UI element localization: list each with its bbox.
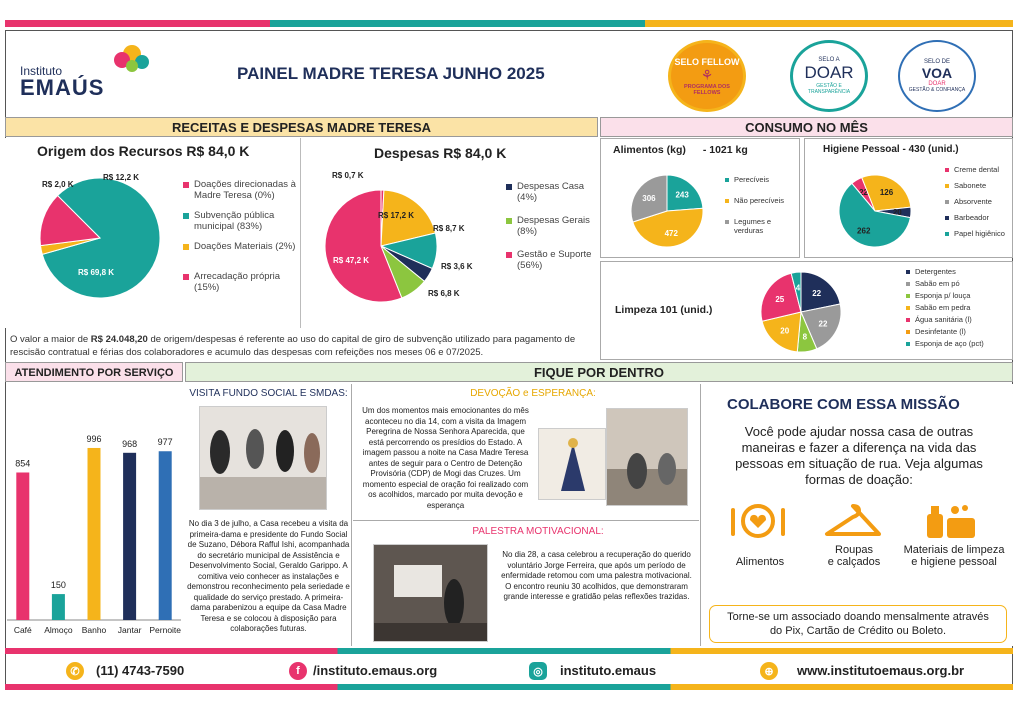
despesas-label-5: R$ 6,8 K (428, 289, 460, 298)
globe-icon: ⊕ (760, 662, 778, 680)
palestra-text: No dia 28, a casa celebrou a recuperação do querido voluntário Jorge Ferreira, que após um período de enfermidade retomou com uma palestra motivacional. O encontro reuniu 30 acolhidos, que demonstraram grande interesse e gratidão pelas reflexões trazidas. (501, 550, 692, 601)
cleaning-supplies-icon (919, 500, 981, 540)
legend-item (906, 315, 1012, 324)
despesas-label-6: R$ 47,2 K (333, 256, 370, 265)
despesas-label-3: R$ 8,7 K (433, 224, 465, 233)
legend-label: Legumes e verduras (734, 217, 772, 235)
legend-swatch (906, 282, 910, 286)
origem-label-subvencao: R$ 69,8 K (78, 268, 115, 277)
seal-voa (898, 40, 976, 112)
seal-doar-mid: DOAR (804, 63, 854, 82)
donation-item-clothes: Roupas e calçados (827, 544, 881, 568)
legend-item (183, 210, 298, 232)
bar-value-label: 996 (86, 433, 102, 444)
pie-value-label: 472 (664, 228, 678, 238)
seal-fellow-top: SELO FELLOW (674, 56, 740, 67)
pie-value-label: 8 (802, 332, 808, 342)
legend-label: Sabonete (954, 181, 987, 190)
devocao-photo-1-illustration (539, 429, 606, 500)
footer-instagram[interactable]: instituto.emaus (560, 663, 657, 678)
legend-item (725, 217, 797, 235)
legend-swatch (945, 216, 949, 220)
legend-item (945, 213, 1013, 222)
higiene-pie-chart (835, 171, 915, 251)
bar-category-label: Almoço (44, 625, 73, 635)
limpeza-pie-chart (756, 270, 846, 354)
logo (20, 42, 160, 100)
bar-value-label: 854 (15, 458, 31, 469)
instagram-icon: ◎ (529, 662, 547, 680)
pie-value-label: 243 (675, 190, 689, 200)
alimentos-title (613, 144, 748, 156)
clothes-hanger-icon (823, 500, 883, 540)
legend-item (506, 249, 596, 271)
bar (123, 453, 136, 620)
top-stripe-pink (5, 20, 270, 27)
legend-label: Doações direcionadas à Madre Teresa (0%) (194, 179, 296, 201)
legend-item (906, 291, 1012, 300)
legend-label: Despesas Casa (4%) (517, 181, 585, 203)
despesas-title: Despesas R$ 84,0 K (374, 145, 507, 161)
legend-swatch (725, 178, 729, 182)
bar-category-label: Jantar (117, 625, 142, 635)
legend-item (725, 175, 797, 184)
seal-voa-sub: DOAR (928, 81, 946, 87)
logo-small-text: Instituto (20, 64, 63, 78)
atendimento-bar-chart (5, 384, 183, 644)
receitas-section-title: RECEITAS E DESPESAS MADRE TERESA (5, 117, 598, 137)
bar-value-label: 150 (50, 580, 66, 591)
atendimento-section-title: ATENDIMENTO POR SERVIÇO (5, 362, 183, 382)
despesas-label-1: R$ 0,7 K (332, 171, 364, 180)
food-icon (727, 502, 789, 540)
legend-item (506, 215, 596, 237)
despesas-label-2: R$ 17,2 K (378, 211, 415, 220)
legend-item (945, 165, 1013, 174)
palestra-photo (373, 544, 488, 642)
legend-swatch (183, 182, 189, 188)
legend-label: Gestão e Suporte (56%) (517, 249, 592, 271)
fique-section-title: FIQUE POR DENTRO (185, 362, 1013, 382)
seal-fellow-bottom: PROGRAMA DOS FELLOWS (684, 83, 730, 96)
devocao-photo-2-illustration (607, 409, 688, 506)
seal-doar-top: SELO A (818, 57, 840, 63)
pie-value-label: 20 (892, 207, 902, 217)
legend-label: Creme dental (954, 165, 1000, 174)
legend-label: Água sanitária (l) (915, 315, 972, 324)
top-stripe-yellow (645, 20, 1013, 27)
legend-swatch (906, 330, 910, 334)
legend-item (506, 181, 596, 203)
facebook-icon: f (289, 662, 307, 680)
footer-bottom-stripe (5, 684, 1013, 690)
legend-item (906, 279, 1012, 288)
legend-swatch (945, 232, 949, 236)
alimentos-pie-chart (627, 171, 707, 251)
legend-swatch (906, 270, 910, 274)
pie-value-label: 262 (857, 226, 871, 236)
alimentos-total: - 1021 kg (702, 144, 748, 156)
higiene-legend (945, 165, 1013, 238)
palestra-title: PALESTRA MOTIVACIONAL: (472, 526, 604, 537)
origem-legend (183, 179, 298, 293)
footer-top-stripe (5, 648, 1013, 654)
visita-title: VISITA FUNDO SOCIAL E SMDAS: (189, 388, 348, 399)
legend-label: Esponja p/ louça (915, 291, 971, 300)
legend-swatch (183, 244, 189, 250)
page-title: PAINEL MADRE TERESA JUNHO 2025 (237, 64, 545, 83)
origem-label-arrecadacao: R$ 12,2 K (103, 173, 140, 182)
legend-swatch (906, 342, 910, 346)
legend-swatch (945, 184, 949, 188)
consumo-section-title: CONSUMO NO MÊS (600, 117, 1013, 137)
limpeza-legend (906, 267, 1012, 348)
legend-item (725, 196, 797, 205)
receitas-note (10, 333, 595, 359)
phone-icon: ✆ (66, 662, 84, 680)
origem-title: Origem dos Recursos R$ 84,0 K (37, 143, 250, 159)
footer-site[interactable]: www.institutoemaus.org.br (797, 663, 965, 678)
visita-text: No dia 3 de julho, a Casa recebeu a visita da primeira-dama e presidente do Fundo Social de Suzano, Débora Rafful Ishi, acompanhada do secretário municipal de Assistência e Desenvolvimento Social, Geraldo Garippo. A comitiva veio conhecer as instalações e demonstrou reconhecimento pela seriedade e qualidade do serviço prestado. A primeira-dama parabenizou a equipe da Casa Madre Teresa e se colocou à disposição para colaborações futuras. (187, 519, 350, 633)
legend-item (945, 229, 1013, 238)
devocao-photo-2 (606, 408, 688, 506)
devocao-text: Um dos momentos mais emocionantes do mês aconteceu no dia 14, com a visita da Imagem Peregrina de Nossa Senhora Aparecida, que está percorrendo os presídios do Estado. A imagem passou a noite na Casa Madre Teresa antes de seguir para o Centro de Detenção Provisória (CDP) de Mogi das Cruzes. Um momento especial de oração foi realizado com os acolhidos, marcado por muita devoção e esperança (362, 406, 529, 510)
legend-item (183, 241, 298, 252)
bar-value-label: 977 (157, 437, 173, 448)
bar-category-label: Café (13, 625, 32, 635)
bar-category-label: Banho (81, 625, 107, 635)
legend-swatch (906, 318, 910, 322)
associate-cta: Torne-se um associado doando mensalmente através do Pix, Cartão de Crédito ou Boleto. (709, 605, 1007, 643)
legend-swatch (506, 184, 512, 190)
pie-value-label: 22 (859, 187, 869, 197)
legend-swatch (506, 218, 512, 224)
logo-big-text: EMAÚS (20, 75, 105, 100)
note-rest: de origem/despesas é referente ao uso do capital de giro de subvenção utilizado para pagamento de rescisão contratual e férias dos colaboradores e acumulo das despesas com refeições nos meses 06 e 07/2025. (10, 334, 576, 358)
bar (88, 448, 101, 620)
despesas-panel (300, 138, 598, 328)
despesas-label-4: R$ 3,6 K (441, 262, 473, 271)
alimentos-panel (600, 138, 800, 258)
legend-item (906, 267, 1012, 276)
legend-label: Papel higiênico (954, 229, 1005, 238)
visita-photo-illustration (200, 407, 327, 510)
limpeza-panel (600, 261, 1013, 360)
legend-label: Perecíveis (734, 175, 770, 184)
limpeza-title: Limpeza 101 (unid.) (615, 304, 713, 316)
seal-doar-bottom: GESTÃO E TRANSPARÊNCIA (807, 83, 851, 95)
legend-label: Desinfetante (l) (915, 327, 966, 336)
bar-value-label: 968 (122, 438, 138, 449)
legend-label: Absorvente (954, 197, 992, 206)
legend-label: Doações Materiais (2%) (194, 241, 296, 252)
despesas-pie-chart (321, 186, 441, 306)
legend-swatch (945, 200, 949, 204)
pie-value-label: 25 (775, 295, 785, 305)
legend-swatch (725, 220, 729, 224)
bar (16, 472, 29, 620)
pie-value-label: 22 (812, 288, 822, 298)
legend-label: Não perecíveis (734, 196, 785, 205)
higiene-title: Higiene Pessoal - 430 (unid.) (823, 144, 959, 155)
palestra-panel (353, 522, 699, 646)
legend-item (183, 179, 298, 201)
colabore-title: COLABORE COM ESSA MISSÃO (727, 396, 960, 413)
legend-label: Detergentes (915, 267, 956, 276)
visita-photo (199, 406, 327, 510)
seal-fellow (668, 40, 746, 112)
origem-pie-chart (30, 168, 170, 308)
legend-swatch (183, 274, 189, 280)
top-stripe-teal (270, 20, 645, 27)
devocao-panel (353, 384, 699, 521)
legend-label: Esponja de aço (pct) (915, 339, 984, 348)
colabore-text: Você pode ajudar nossa casa de outras maneiras e fazer a diferença na vida das pessoas em situação de rua. Veja algumas formas de doação: (735, 424, 983, 487)
legend-label: Subvenção pública municipal (83%) (194, 210, 275, 232)
legend-swatch (506, 252, 512, 258)
legend-item (945, 181, 1013, 190)
palestra-photo-illustration (374, 545, 488, 642)
seal-fellow-icon: ⚘ (700, 66, 714, 83)
bar-category-label: Pernoite (149, 625, 182, 635)
note-prefix: O valor a maior de (10, 334, 91, 345)
legend-item (906, 327, 1012, 336)
despesas-legend (506, 181, 596, 271)
colabore-panel (700, 384, 1013, 646)
legend-item (906, 339, 1012, 348)
legend-label: Sabão em pó (915, 279, 960, 288)
alimentos-legend (725, 175, 797, 235)
pie-value-label: 4 (795, 283, 801, 293)
legend-swatch (906, 306, 910, 310)
legend-label: Barbeador (954, 213, 990, 222)
bar (159, 451, 172, 620)
devocao-title: DEVOÇÃO e ESPERANÇA: (470, 388, 596, 399)
bar (52, 594, 65, 620)
legend-label: Arrecadação própria (15%) (194, 271, 281, 293)
pie-value-label: 306 (642, 193, 656, 203)
legend-swatch (906, 294, 910, 298)
legend-swatch (945, 168, 949, 172)
devocao-photo-1 (538, 428, 606, 500)
donation-item-food: Alimentos (735, 556, 785, 568)
legend-item (183, 271, 298, 293)
pie-value-label: 20 (780, 326, 790, 336)
legend-label: Sabão em pedra (915, 303, 971, 312)
legend-swatch (725, 199, 729, 203)
note-bold-value: R$ 24.048,20 (90, 334, 148, 345)
seal-doar (790, 40, 868, 112)
alimentos-title-text: Alimentos (kg) (613, 144, 686, 156)
seal-voa-mid: VOA (921, 65, 953, 81)
higiene-panel (804, 138, 1013, 258)
origem-label-materiais: R$ 2,0 K (42, 180, 74, 189)
visita-panel (185, 384, 352, 646)
legend-label: Despesas Gerais (8%) (517, 215, 590, 237)
pie-value-label: 126 (879, 187, 894, 197)
footer-facebook[interactable]: /instituto.emaus.org (313, 663, 438, 678)
legend-item (906, 303, 1012, 312)
legend-swatch (183, 213, 189, 219)
legend-item (945, 197, 1013, 206)
donation-item-cleaning: Materiais de limpeza e higiene pessoal (903, 544, 1005, 568)
seal-voa-top: SELO DE (923, 59, 950, 65)
origem-panel (5, 138, 300, 328)
pie-value-label: 22 (818, 319, 828, 329)
seal-voa-bottom: GESTÃO & CONFIANÇA (908, 87, 966, 93)
footer-phone[interactable]: (11) 4743-7590 (96, 663, 185, 678)
